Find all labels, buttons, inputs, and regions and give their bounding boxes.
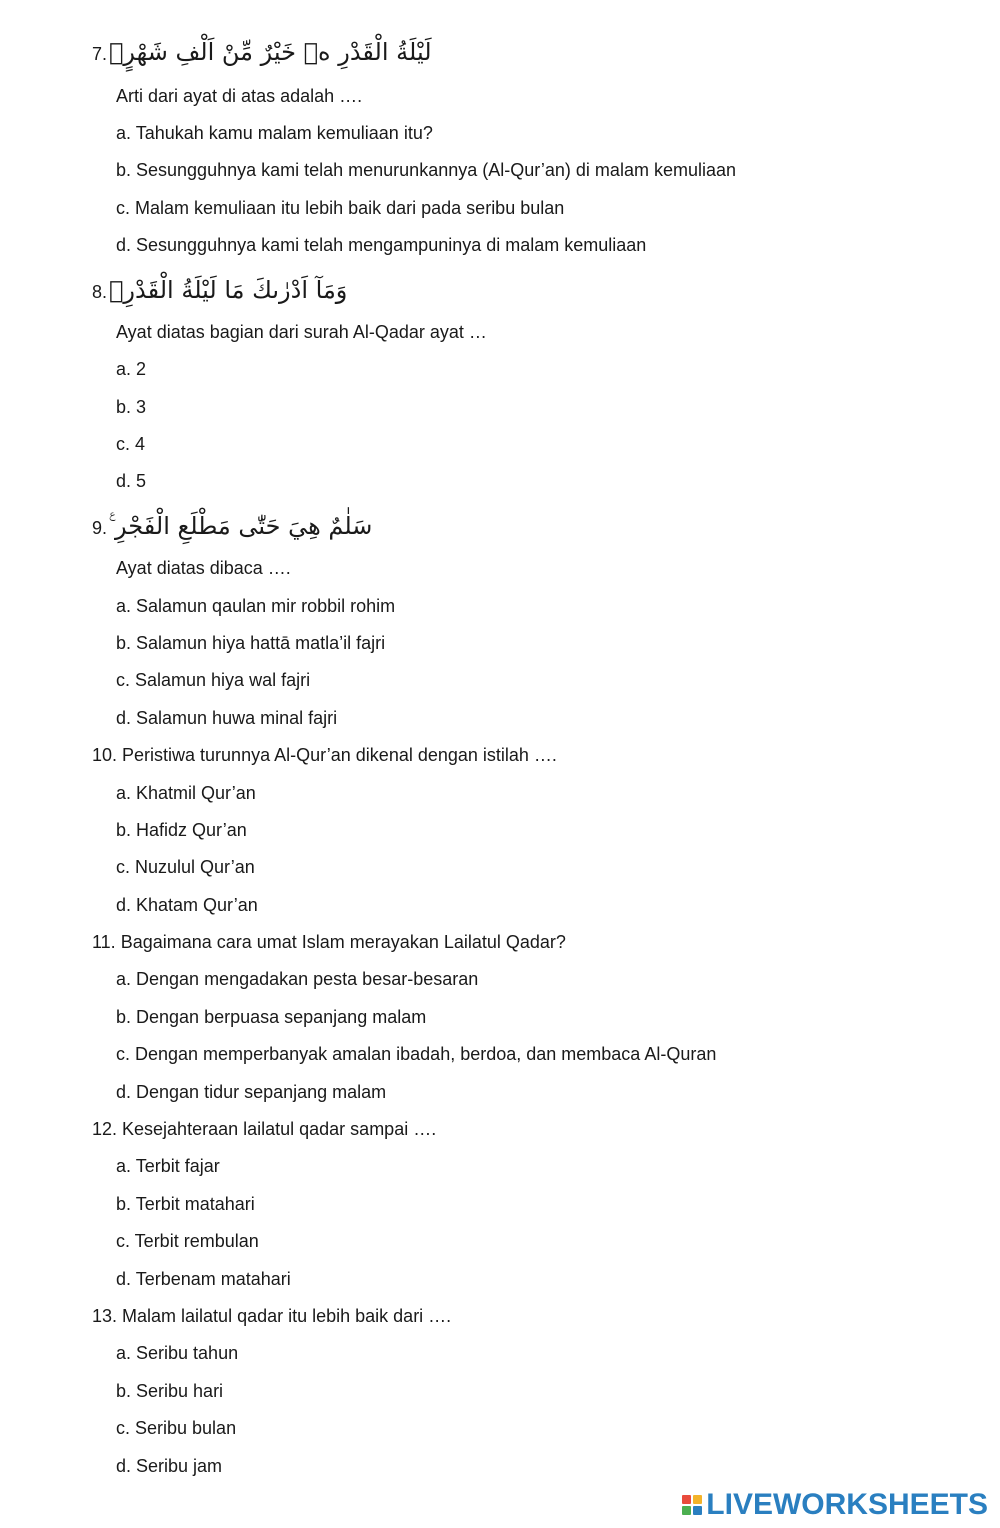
question-9-header bbox=[92, 511, 372, 543]
question-8-option-b[interactable]: b. 3 bbox=[116, 397, 147, 417]
question-10-option-d[interactable]: d. Khatam Qur’an bbox=[116, 895, 258, 915]
question-10-option-c[interactable]: c. Nuzulul Qur’an bbox=[116, 857, 255, 877]
question-13-option-d[interactable]: d. Seribu jam bbox=[116, 1456, 223, 1476]
question-13-option-b[interactable]: b. Seribu hari bbox=[116, 1381, 224, 1401]
question-8-option-c[interactable]: c. 4 bbox=[116, 434, 146, 454]
question-12-option-a[interactable]: a. Terbit fajar bbox=[116, 1156, 220, 1176]
question-10-option-b[interactable]: b. Hafidz Qur’an bbox=[116, 820, 247, 840]
question-8-header bbox=[92, 275, 347, 307]
question-8-number: 8. bbox=[92, 282, 108, 302]
question-10-text: 10. Peristiwa turunnya Al-Qur’an dikenal dengan istilah …. bbox=[92, 745, 557, 765]
question-8-option-d[interactable]: d. 5 bbox=[116, 471, 147, 491]
question-11-text: 11. Bagaimana cara umat Islam merayakan Lailatul Qadar? bbox=[92, 932, 566, 952]
liveworksheets-logo[interactable] bbox=[682, 1488, 988, 1522]
question-9-arabic-verse: سَلٰمٌ هِيَ حَتّٰى مَطْلَعِ الْفَجْرِ ࣖ bbox=[109, 512, 373, 540]
question-11-option-c[interactable]: c. Dengan memperbanyak amalan ibadah, berdoa, dan membaca Al-Quran bbox=[116, 1044, 717, 1064]
question-11-option-d[interactable]: d. Dengan tidur sepanjang malam bbox=[116, 1082, 387, 1102]
question-7-option-c[interactable]: c. Malam kemuliaan itu lebih baik dari pada seribu bulan bbox=[116, 198, 565, 218]
question-11-option-a[interactable]: a. Dengan mengadakan pesta besar-besaran bbox=[116, 969, 479, 989]
logo-mark-square bbox=[682, 1506, 691, 1515]
question-13-option-c[interactable]: c. Seribu bulan bbox=[116, 1418, 237, 1438]
question-11-option-b[interactable]: b. Dengan berpuasa sepanjang malam bbox=[116, 1007, 427, 1027]
question-7-option-b[interactable]: b. Sesungguhnya kami telah menurunkannya (Al-Qur’an) di malam kemuliaan bbox=[116, 160, 736, 180]
question-12-option-b[interactable]: b. Terbit matahari bbox=[116, 1194, 255, 1214]
question-7-option-d[interactable]: d. Sesungguhnya kami telah mengampuninya di malam kemuliaan bbox=[116, 235, 647, 255]
logo-mark-square bbox=[693, 1495, 702, 1504]
question-8-arabic-verse: وَمَآ اَدْرٰىكَ مَا لَيْلَةُ الْقَدْرِۗ bbox=[109, 276, 348, 304]
question-9-number: 9. bbox=[92, 518, 108, 538]
question-9-option-d[interactable]: d. Salamun huwa minal fajri bbox=[116, 708, 338, 728]
question-9-option-b[interactable]: b. Salamun hiya hattā matla’il fajri bbox=[116, 633, 386, 653]
logo-mark-square bbox=[693, 1506, 702, 1515]
logo-text: LIVEWORKSHEETS bbox=[706, 1488, 988, 1521]
question-7-option-a[interactable]: a. Tahukah kamu malam kemuliaan itu? bbox=[116, 123, 433, 143]
question-8-option-a[interactable]: a. 2 bbox=[116, 359, 147, 379]
question-12-option-d[interactable]: d. Terbenam matahari bbox=[116, 1269, 291, 1289]
question-13-text: 13. Malam lailatul qadar itu lebih baik dari …. bbox=[92, 1306, 452, 1326]
question-9-option-c[interactable]: c. Salamun hiya wal fajri bbox=[116, 670, 311, 690]
question-7-arabic-verse: لَيْلَةُ الْقَدْرِ ەۙ خَيْرٌ مِّنْ اَلْفِ شَهْرٍۗ bbox=[109, 38, 432, 66]
question-9-option-a[interactable]: a. Salamun qaulan mir robbil rohim bbox=[116, 596, 396, 616]
question-12-text: 12. Kesejahteraan lailatul qadar sampai …. bbox=[92, 1119, 437, 1139]
question-7-number: 7. bbox=[92, 44, 108, 64]
question-12-option-c[interactable]: c. Terbit rembulan bbox=[116, 1231, 259, 1251]
question-10-option-a[interactable]: a. Khatmil Qur’an bbox=[116, 783, 256, 803]
question-13-option-a[interactable]: a. Seribu tahun bbox=[116, 1343, 239, 1363]
question-7-prompt: Arti dari ayat di atas adalah …. bbox=[116, 86, 363, 106]
logo-mark-icon bbox=[682, 1495, 702, 1515]
question-9-prompt: Ayat diatas dibaca …. bbox=[116, 558, 291, 578]
question-7-header bbox=[92, 37, 432, 69]
logo-mark-square bbox=[682, 1495, 691, 1504]
question-8-prompt: Ayat diatas bagian dari surah Al-Qadar ayat … bbox=[116, 322, 487, 342]
